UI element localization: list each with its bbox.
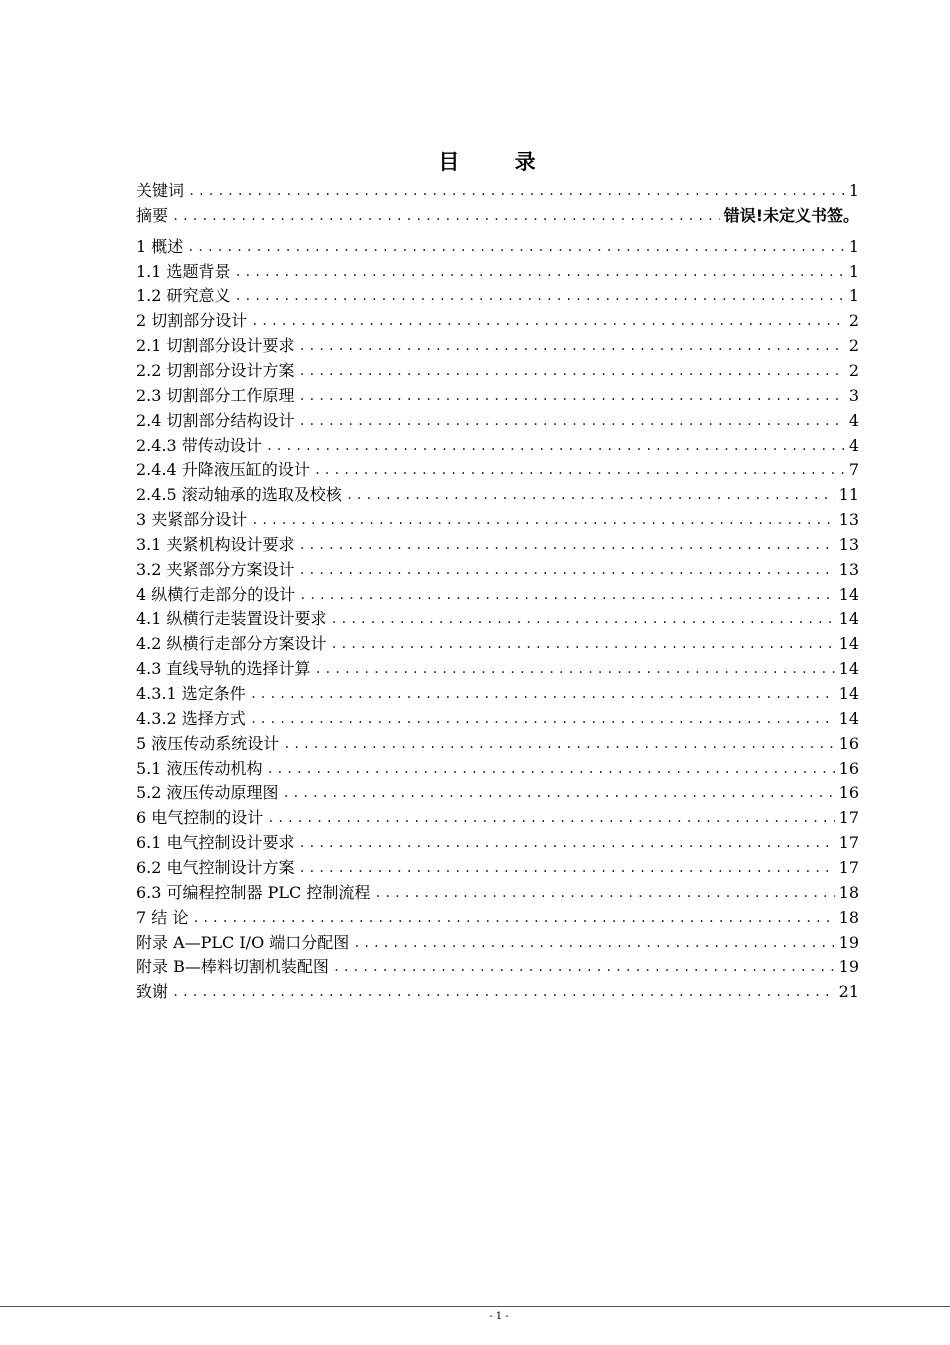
toc-entry-label: 4.3.1 选定条件 <box>136 684 246 703</box>
toc-entry[interactable] <box>136 779 859 803</box>
toc-entry-page: 7 <box>848 460 859 480</box>
footer-divider <box>0 1306 950 1307</box>
toc-leader-dots <box>333 957 835 977</box>
toc-entry-label: 关键词 <box>136 181 185 200</box>
toc-leader-dots <box>315 659 835 679</box>
toc-title: 目 录 <box>438 150 560 174</box>
toc-entry-label: 6.3 可编程控制器 PLC 控制流程 <box>136 882 371 902</box>
toc-entry[interactable] <box>136 382 859 406</box>
toc-leader-dots <box>299 560 835 580</box>
toc-entry-page: 2 <box>848 360 859 380</box>
toc-entry-page: 18 <box>838 882 859 902</box>
toc-entry-page: 4 <box>848 410 859 430</box>
toc-entry-label: 4 纵横行走部分的设计 <box>136 584 296 604</box>
toc-entry-label: 3.2 夹紧部分方案设计 <box>136 559 295 579</box>
toc-entry[interactable] <box>136 177 859 201</box>
toc-leader-dots <box>267 808 834 828</box>
toc-entry-page: 16 <box>838 758 859 778</box>
toc-entry[interactable] <box>136 879 859 903</box>
toc-entry-page: 13 <box>838 534 859 554</box>
toc-entry-label: 4.3 直线导轨的选择计算 <box>136 659 311 679</box>
toc-entry[interactable] <box>136 581 859 605</box>
toc-leader-dots <box>331 634 835 654</box>
toc-entry-page: 14 <box>838 684 859 703</box>
toc-entry-label: 2.4.3 带传动设计 <box>136 435 262 455</box>
toc-entry-page: 17 <box>838 833 859 853</box>
toc-leader-dots <box>235 286 845 306</box>
toc-entry[interactable] <box>136 556 859 580</box>
toc-leader-dots <box>251 510 834 530</box>
toc-leader-dots <box>283 734 834 754</box>
toc-entry-label: 4.3.2 选择方式 <box>136 708 246 728</box>
toc-entry-label: 2.2 切割部分设计方案 <box>136 360 295 380</box>
toc-leader-dots <box>331 609 835 629</box>
toc-entry-page: 11 <box>838 485 859 505</box>
toc-entry-page: 14 <box>838 609 859 629</box>
toc-entry-page: 14 <box>838 634 859 654</box>
toc-entry[interactable] <box>136 605 859 629</box>
toc-entry[interactable] <box>136 332 859 356</box>
toc-entry[interactable] <box>136 258 859 282</box>
toc-entry-page: 1 <box>848 261 859 281</box>
toc-leader-dots <box>299 585 834 605</box>
toc-entry[interactable] <box>136 202 859 226</box>
toc-entry-page: 18 <box>838 907 859 927</box>
toc-entry[interactable] <box>136 829 859 853</box>
page-number: - 1 - <box>489 1311 509 1322</box>
toc-entry[interactable] <box>136 506 859 530</box>
toc-entry-page: 4 <box>848 435 859 455</box>
toc-leader-dots <box>251 311 845 331</box>
toc-leader-dots <box>250 709 835 729</box>
toc-entry-label: 3.1 夹紧机构设计要求 <box>136 534 295 554</box>
toc-entry[interactable] <box>136 233 859 257</box>
toc-leader-dots <box>299 535 835 555</box>
toc-entry-page: 13 <box>838 559 859 579</box>
toc-entry[interactable] <box>136 705 859 729</box>
toc-leader-dots <box>235 262 845 282</box>
toc-entry-page: 16 <box>838 783 859 803</box>
toc-entry[interactable] <box>136 307 859 331</box>
toc-entry-label: 1.1 选题背景 <box>136 261 231 281</box>
toc-leader-dots <box>299 361 845 381</box>
toc-entry-page: 2 <box>848 336 859 356</box>
toc-entry-page: 21 <box>838 982 859 1002</box>
toc-entry[interactable] <box>136 456 859 480</box>
toc-entry-label: 摘要 <box>136 205 169 225</box>
toc-entry[interactable] <box>136 531 859 555</box>
toc-entry-page: 3 <box>848 385 859 405</box>
toc-entry[interactable] <box>136 407 859 431</box>
toc-entry-label: 2.4.5 滚动轴承的选取及校核 <box>136 485 342 505</box>
toc-entry-label: 2.3 切割部分工作原理 <box>136 385 295 405</box>
toc-leader-dots <box>192 908 834 928</box>
toc-entry-page: 14 <box>838 659 859 679</box>
toc-entry-page: 1 <box>848 181 859 200</box>
toc-entry[interactable] <box>136 630 859 654</box>
toc-leader-dots <box>187 237 845 257</box>
toc-entry-page: 错误!未定义书签。 <box>723 205 859 225</box>
toc-leader-dots <box>314 460 845 480</box>
toc-entry-label: 5.1 液压传动机构 <box>136 758 263 778</box>
toc-entry-page: 14 <box>838 708 859 728</box>
toc-entry-page: 1 <box>848 286 859 306</box>
toc-entry[interactable] <box>136 953 859 977</box>
toc-leader-dots <box>299 833 835 853</box>
toc-entry-page: 1 <box>848 236 859 256</box>
toc-entry-page: 14 <box>838 584 859 604</box>
toc-entry-page: 17 <box>838 857 859 877</box>
toc-entry-label: 4.2 纵横行走部分方案设计 <box>136 634 327 654</box>
toc-leader-dots <box>267 759 835 779</box>
toc-leader-dots <box>353 933 834 953</box>
toc-entry[interactable] <box>136 929 859 953</box>
toc-leader-dots <box>374 883 834 903</box>
toc-entry-label: 致谢 <box>136 982 169 1002</box>
toc-entry-label: 3 夹紧部分设计 <box>136 510 248 530</box>
toc-entry-label: 5.2 液压传动原理图 <box>136 783 279 803</box>
toc-leader-dots <box>299 858 835 878</box>
toc-entry-label: 6.2 电气控制设计方案 <box>136 857 295 877</box>
toc-leader-dots <box>250 684 835 704</box>
toc-entry-label: 7 结 论 <box>136 907 189 927</box>
toc-entry-page: 13 <box>838 510 859 530</box>
toc-leader-dots <box>299 336 845 356</box>
toc-entry-page: 19 <box>838 957 859 977</box>
toc-leader-dots <box>188 181 845 201</box>
toc-entry-label: 附录 A—PLC I/O 端口分配图 <box>136 932 350 952</box>
toc-leader-dots <box>299 386 845 406</box>
toc-entry-page: 2 <box>848 311 859 331</box>
toc-entry[interactable] <box>136 904 859 928</box>
toc-leader-dots <box>299 411 845 431</box>
toc-entry[interactable] <box>136 655 859 679</box>
toc-entry[interactable] <box>136 804 859 828</box>
toc-leader-dots <box>346 485 835 505</box>
toc-entry[interactable] <box>136 282 859 306</box>
toc-leader-dots <box>283 783 835 803</box>
toc-leader-dots <box>266 436 845 456</box>
toc-entry[interactable] <box>136 978 859 1002</box>
toc-entry-label: 2.4.4 升降液压缸的设计 <box>136 460 310 480</box>
toc-entry-label: 2 切割部分设计 <box>136 311 248 331</box>
toc-entry-label: 1 概述 <box>136 236 184 256</box>
toc-entry[interactable] <box>136 680 859 704</box>
toc-entry[interactable] <box>136 481 859 505</box>
toc-entry[interactable] <box>136 854 859 878</box>
toc-leader-dots <box>172 206 720 226</box>
toc-entry-page: 17 <box>838 808 859 828</box>
toc-entry-label: 5 液压传动系统设计 <box>136 733 280 753</box>
toc-entry-page: 16 <box>838 733 859 753</box>
toc-entry-label: 1.2 研究意义 <box>136 286 231 306</box>
toc-entry[interactable] <box>136 730 859 754</box>
toc-leader-dots <box>172 982 835 1002</box>
toc-entry-label: 2.1 切割部分设计要求 <box>136 336 295 356</box>
toc-entry[interactable] <box>136 357 859 381</box>
toc-entry[interactable] <box>136 432 859 456</box>
toc-entry-page: 19 <box>838 932 859 952</box>
toc-entry-label: 4.1 纵横行走装置设计要求 <box>136 609 327 629</box>
toc-entry-label: 6 电气控制的设计 <box>136 808 264 828</box>
toc-entry[interactable] <box>136 755 859 779</box>
toc-entry-label: 6.1 电气控制设计要求 <box>136 833 295 853</box>
toc-entry-label: 附录 B—棒料切割机装配图 <box>136 957 329 977</box>
toc-entry-label: 2.4 切割部分结构设计 <box>136 410 295 430</box>
